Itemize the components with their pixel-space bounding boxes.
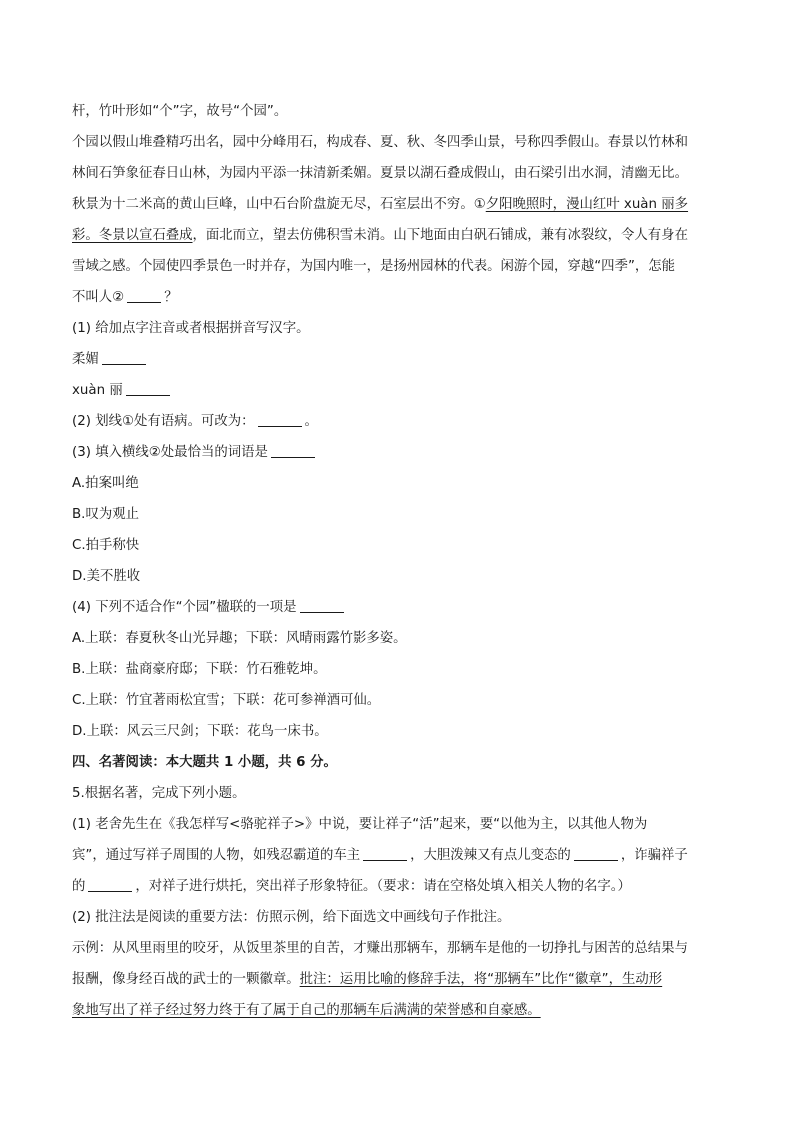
- text-span: (2) 批注法是阅读的重要方法：仿照示例，给下面选文中画线句子作批注。: [72, 910, 511, 925]
- question-5-part-2: [72, 902, 722, 933]
- text-span: D.上联：风云三尺剑；下联：花鸟一床书。: [72, 724, 328, 739]
- text-span: 个园以假山堆叠精巧出名，园中分峰用石，构成春、夏、秋、冬四季山景，号称四季假山。春景以竹林和: [72, 135, 688, 150]
- answer-blank[interactable]: [127, 287, 161, 303]
- text-span: 宾”，通过写祥子周围的人物，如残忍霸道的车主: [72, 848, 361, 863]
- text-span: 的: [72, 879, 86, 894]
- text-span: B.上联：盐商豪府邸；下联：竹石雅乾坤。: [72, 662, 327, 677]
- text-span: ，对祥子进行烘托，突出祥子形象特征。（要求：请在空格处填入相关人物的名字。）: [135, 879, 631, 894]
- text-span: 柔媚: [72, 352, 99, 367]
- answer-blank[interactable]: [271, 442, 315, 458]
- text-span: 秋景为十二米高的黄山巨峰，山中石台阶盘旋无尽，石室层出不穷。①: [72, 197, 486, 212]
- passage-line-4: [72, 189, 722, 220]
- question-1-item-a: [72, 344, 722, 375]
- passage-line-2: [72, 127, 722, 158]
- text-span: (1) 老舍先生在《我怎样写<骆驼祥子>》中说，要让祥子“活”起来，要“以他为主，以其他人物为: [72, 817, 648, 832]
- question-2: [72, 406, 722, 437]
- answer-blank[interactable]: [574, 845, 618, 861]
- text-span: (4) 下列不适合作“个园”楹联的一项是: [72, 600, 297, 615]
- question-4-option-c[interactable]: [72, 685, 722, 716]
- passage-line-3: [72, 158, 722, 189]
- text-span: 报酬，像身经百战的武士的一颗徽章。: [72, 972, 300, 987]
- question-3-stem: [72, 437, 722, 468]
- text-span: 杆，竹叶形如“个”字，故号“个园”。: [72, 104, 288, 119]
- answer-blank[interactable]: [300, 597, 344, 613]
- text-span: ，大胆泼辣又有点儿变态的: [410, 848, 571, 863]
- passage-line-1: [72, 96, 722, 127]
- passage-line-6: [72, 251, 722, 282]
- question-5-part-1-line-2: [72, 840, 722, 871]
- annotation-text: 象地写出了祥子经过努力终于有了属于自己的那辆车后满满的荣誉感和自豪感。: [72, 1003, 541, 1018]
- example-line-1: [72, 933, 722, 964]
- question-3-option-a[interactable]: [72, 468, 722, 499]
- text-span: B.叹为观止: [72, 507, 140, 522]
- underlined-sentence: 彩。冬景以宣石叠成: [72, 228, 193, 243]
- text-span: A.拍案叫绝: [72, 476, 139, 491]
- text-span: (3) 填入横线②处最恰当的词语是: [72, 445, 268, 460]
- question-3-option-b[interactable]: [72, 499, 722, 530]
- text-span: 四、名著阅读：本大题共 1 小题，共 6 分。: [72, 755, 337, 770]
- document-page: [72, 96, 722, 1026]
- question-1-stem: [72, 313, 722, 344]
- answer-blank[interactable]: [258, 411, 302, 427]
- text-span: C.拍手称快: [72, 538, 140, 553]
- underlined-sentence: 夕阳晚照时，漫山红叶 xuàn 丽多: [485, 197, 689, 212]
- example-line-2: [72, 964, 722, 995]
- text-span: 雪域之感。个园使四季景色一时并存，为国内唯一，是扬州园林的代表。闲游个园，穿越“四季”，怎能: [72, 259, 676, 274]
- question-4-option-a[interactable]: [72, 623, 722, 654]
- text-span: ，诈骗祥子: [620, 848, 688, 863]
- answer-blank[interactable]: [363, 845, 407, 861]
- text-span: ，面北而立，望去仿佛积雪未消。山下地面由白矾石铺成，兼有冰裂纹，令人有身在: [192, 228, 688, 243]
- answer-blank[interactable]: [88, 876, 132, 892]
- passage-line-7: [72, 282, 722, 313]
- question-5-part-1-line-3: [72, 871, 722, 902]
- example-line-3: [72, 995, 722, 1026]
- annotation-text: 批注：运用比喻的修辞手法，将“那辆车”比作“徽章”，生动形: [299, 972, 663, 987]
- question-1-item-b: [72, 375, 722, 406]
- text-span: xuàn 丽: [72, 383, 123, 398]
- text-span: A.上联：春夏秋冬山光异趣；下联：风晴雨露竹影多姿。: [72, 631, 407, 646]
- question-4-option-d[interactable]: [72, 716, 722, 747]
- section-heading: [72, 747, 722, 778]
- text-span: (2) 划线①处有语病。可改为：: [72, 414, 255, 429]
- text-span: 示例：从风里雨里的咬牙，从饭里茶里的自苦，才赚出那辆车，那辆车是他的一切挣扎与困苦的总结果与: [72, 941, 688, 956]
- text-span: 。: [304, 414, 318, 429]
- question-3-option-d[interactable]: [72, 561, 722, 592]
- text-span: ？: [164, 290, 178, 305]
- text-span: 林间石笋象征春日山林，为园内平添一抹清新柔媚。夏景以湖石叠成假山，由石梁引出水洞，清幽无比。: [72, 166, 688, 181]
- question-4-stem: [72, 592, 722, 623]
- passage-line-5: [72, 220, 722, 251]
- question-5-stem: [72, 778, 722, 809]
- answer-blank[interactable]: [126, 380, 170, 396]
- question-3-option-c[interactable]: [72, 530, 722, 561]
- text-span: C.上联：竹宜著雨松宜雪；下联：花可参禅酒可仙。: [72, 693, 381, 708]
- text-span: D.美不胜收: [72, 569, 141, 584]
- question-5-part-1-line-1: [72, 809, 722, 840]
- text-span: 5.根据名著，完成下列小题。: [72, 786, 246, 801]
- question-4-option-b[interactable]: [72, 654, 722, 685]
- answer-blank[interactable]: [102, 349, 146, 365]
- text-span: 不叫人②: [72, 290, 125, 305]
- text-span: (1) 给加点字注音或者根据拼音写汉字。: [72, 321, 310, 336]
